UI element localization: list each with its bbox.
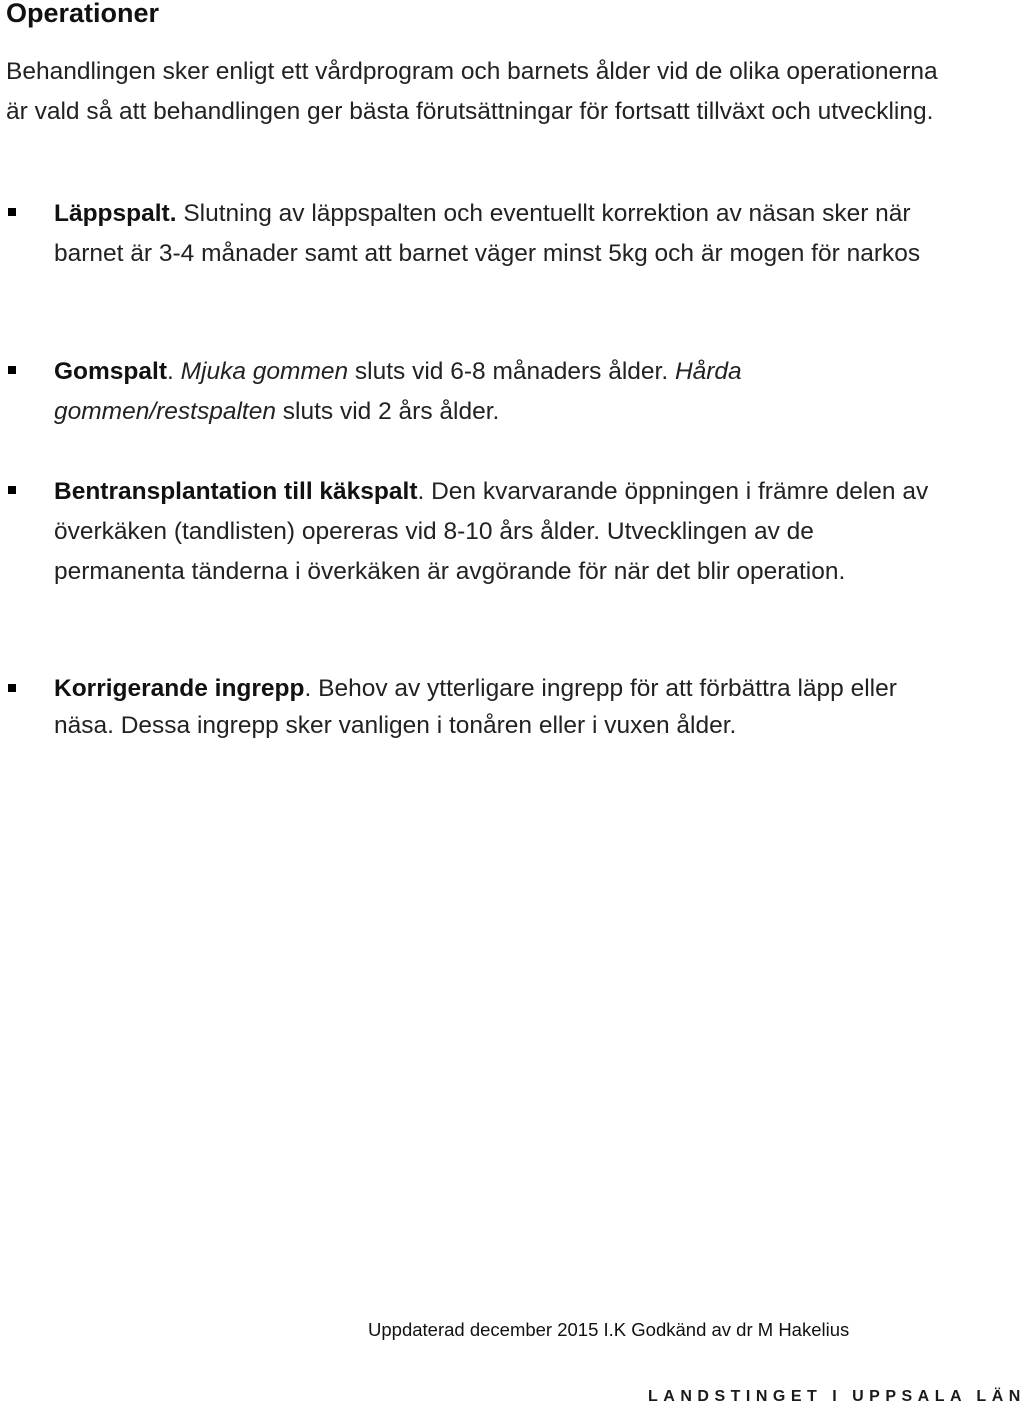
- organization-logo: LANDSTINGET I UPPSALA LÄN: [648, 1388, 1026, 1405]
- list-item-body: sluts vid 6-8 månaders ålder.: [348, 358, 675, 385]
- list-item-body: . Behov av ytterligare ingrepp för att förbättra läpp eller näsa. Dessa ingrepp sker vanligen i tonåren eller i vuxen ålder.: [54, 675, 897, 739]
- list-item-title: Korrigerande ingrepp: [54, 675, 305, 702]
- list-item-title: Gomspalt: [54, 358, 167, 385]
- square-bullet-icon: [8, 684, 16, 692]
- list-item-text: [54, 194, 934, 274]
- list-item-text: [54, 670, 934, 744]
- list-item-body: . Den kvarvarande öppningen i främre delen av överkäken (tandlisten) opereras vid 8-10 års ålder. Utvecklingen av de permanenta tänderna i överkäken är avgörande för när det blir operation.: [54, 478, 929, 585]
- square-bullet-icon: [8, 486, 16, 494]
- square-bullet-icon: [8, 366, 16, 374]
- list-item-body: sluts vid 2 års ålder.: [275, 398, 500, 425]
- square-bullet-icon: [8, 208, 16, 216]
- list-item-body: .: [167, 358, 181, 385]
- page-title: Operationer: [6, 0, 160, 28]
- list-item-title: Läppspalt.: [54, 200, 177, 227]
- list-item-emphasis: Mjuka gommen: [180, 358, 349, 385]
- list-item-text: [54, 352, 934, 432]
- list-item-body: Slutning av läppspalten och eventuellt korrektion av näsan sker när barnet är 3-4 månader samt att barnet väger minst 5kg och är mogen för narkos: [54, 200, 921, 267]
- footer-note: Uppdaterad december 2015 I.K Godkänd av dr M Hakelius: [368, 1319, 850, 1340]
- list-item-emphasis: Hårda gommen/restspalten: [54, 358, 742, 425]
- list-item-text: [54, 472, 934, 592]
- intro-paragraph: Behandlingen sker enligt ett vårdprogram och barnets ålder vid de olika operationerna är vald så att behandlingen ger bästa förutsättningar för fortsatt tillväxt och utveckling.: [6, 58, 938, 125]
- list-item-title: Bentransplantation till käkspalt: [54, 478, 418, 505]
